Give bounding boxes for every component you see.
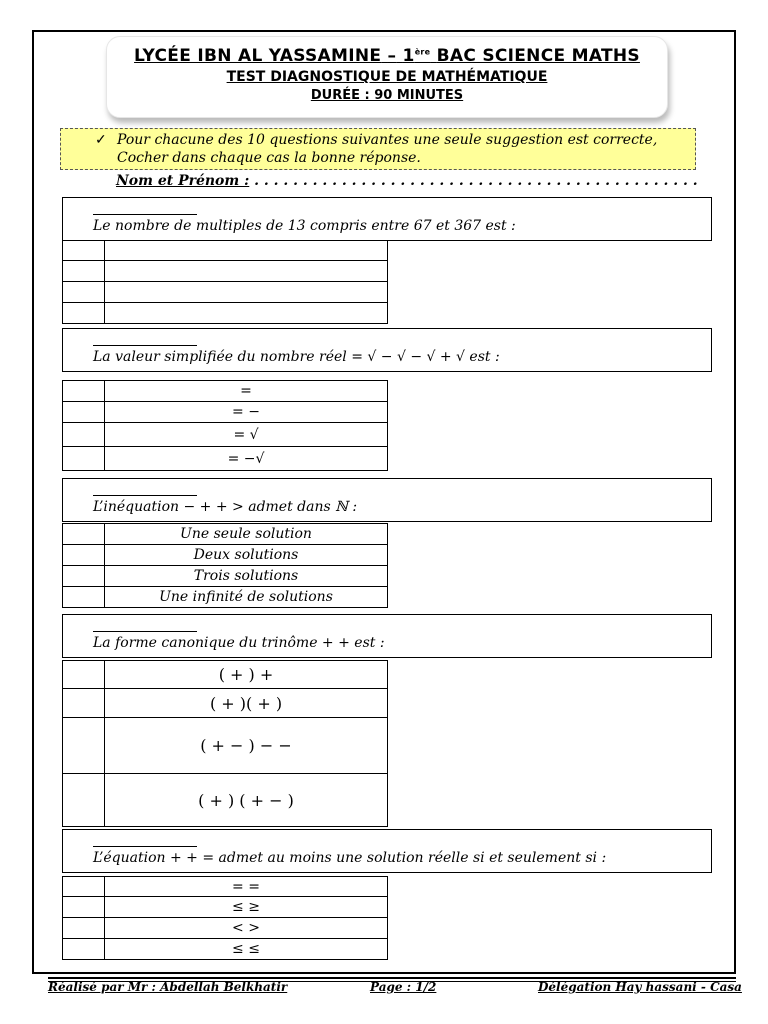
answer-5d: ≤ ≤ <box>105 939 388 960</box>
level-number: 1 <box>402 46 415 66</box>
answer-1b <box>105 261 388 282</box>
instruction-line-2: Cocher dans chaque cas la bonne réponse. <box>117 150 421 166</box>
answer-1c <box>105 282 388 303</box>
answer-5a: = = <box>105 877 388 897</box>
question-5-text: L’équation + + = admet au moins une solution réelle si et seulement si : <box>93 850 607 866</box>
question-number-blank <box>93 214 197 215</box>
checkbox-1a[interactable] <box>63 241 105 261</box>
answer-2c: = √ <box>105 423 388 447</box>
question-number-blank <box>93 846 197 847</box>
answer-3c: Trois solutions <box>105 566 388 587</box>
question-number-blank <box>93 345 197 346</box>
answers-5 <box>62 876 388 960</box>
answer-3a: Une seule solution <box>105 524 388 545</box>
check-icon: ✓ <box>95 132 107 148</box>
header-box <box>106 36 668 118</box>
header-dash: – <box>387 46 397 66</box>
answer-5b: ≤ ≥ <box>105 897 388 918</box>
question-5 <box>62 829 712 873</box>
checkbox-5d[interactable] <box>63 939 105 960</box>
answer-4d: ( + ) ( + − ) <box>105 774 388 827</box>
question-number-blank <box>93 495 197 496</box>
answer-4b: ( + )( + ) <box>105 689 388 718</box>
checkbox-5b[interactable] <box>63 897 105 918</box>
name-dots: . . . . . . . . . . . . . . . . . . . . . . . . . . . . . . . . . . . . . . . . . . . . . . <box>249 173 698 189</box>
school-name: LYCÉE IBN AL YASSAMINE <box>134 46 382 66</box>
level-text: BAC SCIENCE MATHS <box>436 46 640 66</box>
checkbox-3b[interactable] <box>63 545 105 566</box>
footer-delegation: Délégation Hay hassani - Casa <box>538 980 742 994</box>
checkbox-2a[interactable] <box>63 381 105 402</box>
instructions-box <box>60 128 696 170</box>
question-4 <box>62 614 712 658</box>
answer-3d: Une infinité de solutions <box>105 587 388 608</box>
checkbox-4a[interactable] <box>63 661 105 689</box>
answer-2d: = −√ <box>105 447 388 471</box>
checkbox-1b[interactable] <box>63 261 105 282</box>
footer-author: Réalisé par Mr : Abdellah Belkhatir <box>48 980 288 994</box>
answers-4 <box>62 660 388 827</box>
answer-1d <box>105 303 388 324</box>
duration: DURÉE : 90 MINUTES <box>310 88 464 103</box>
answers-2 <box>62 380 388 471</box>
answers-1 <box>62 240 388 324</box>
answer-4c: ( + − ) − − <box>105 718 388 774</box>
checkbox-5a[interactable] <box>63 877 105 897</box>
checkbox-3d[interactable] <box>63 587 105 608</box>
answer-1a <box>105 241 388 261</box>
question-2-text: La valeur simplifiée du nombre réel = √ − √ − √ + √ est : <box>93 349 500 365</box>
answer-5c: < > <box>105 918 388 939</box>
footer-rule <box>48 977 736 979</box>
checkbox-1d[interactable] <box>63 303 105 324</box>
question-2 <box>62 328 712 372</box>
test-title: TEST DIAGNOSTIQUE DE MATHÉMATIQUE <box>226 69 548 85</box>
question-4-text: La forme canonique du trinôme + + est : <box>93 635 385 651</box>
answers-3 <box>62 523 388 608</box>
checkbox-4b[interactable] <box>63 689 105 718</box>
question-1-text: Le nombre de multiples de 13 compris entre 67 et 367 est : <box>93 218 516 234</box>
footer-page: Page : 1/2 <box>370 980 437 994</box>
question-3 <box>62 478 712 522</box>
checkbox-4d[interactable] <box>63 774 105 827</box>
name-label: Nom et Prénom : <box>116 173 250 189</box>
checkbox-2c[interactable] <box>63 423 105 447</box>
answer-4a: ( + ) + <box>105 661 388 689</box>
checkbox-1c[interactable] <box>63 282 105 303</box>
checkbox-2d[interactable] <box>63 447 105 471</box>
header-title <box>107 46 667 66</box>
question-3-text: L’inéquation − + + > admet dans ℕ : <box>93 499 358 515</box>
question-number-blank <box>93 631 197 632</box>
answer-2a: = <box>105 381 388 402</box>
level-sup: ère <box>414 47 431 57</box>
answer-2b: = − <box>105 402 388 423</box>
question-1 <box>62 197 712 241</box>
checkbox-3a[interactable] <box>63 524 105 545</box>
answer-3b: Deux solutions <box>105 545 388 566</box>
checkbox-3c[interactable] <box>63 566 105 587</box>
name-field[interactable] <box>116 173 698 189</box>
checkbox-4c[interactable] <box>63 718 105 774</box>
checkbox-2b[interactable] <box>63 402 105 423</box>
checkbox-5c[interactable] <box>63 918 105 939</box>
instruction-line-1: Pour chacune des 10 questions suivantes une seule suggestion est correcte, <box>117 132 658 148</box>
